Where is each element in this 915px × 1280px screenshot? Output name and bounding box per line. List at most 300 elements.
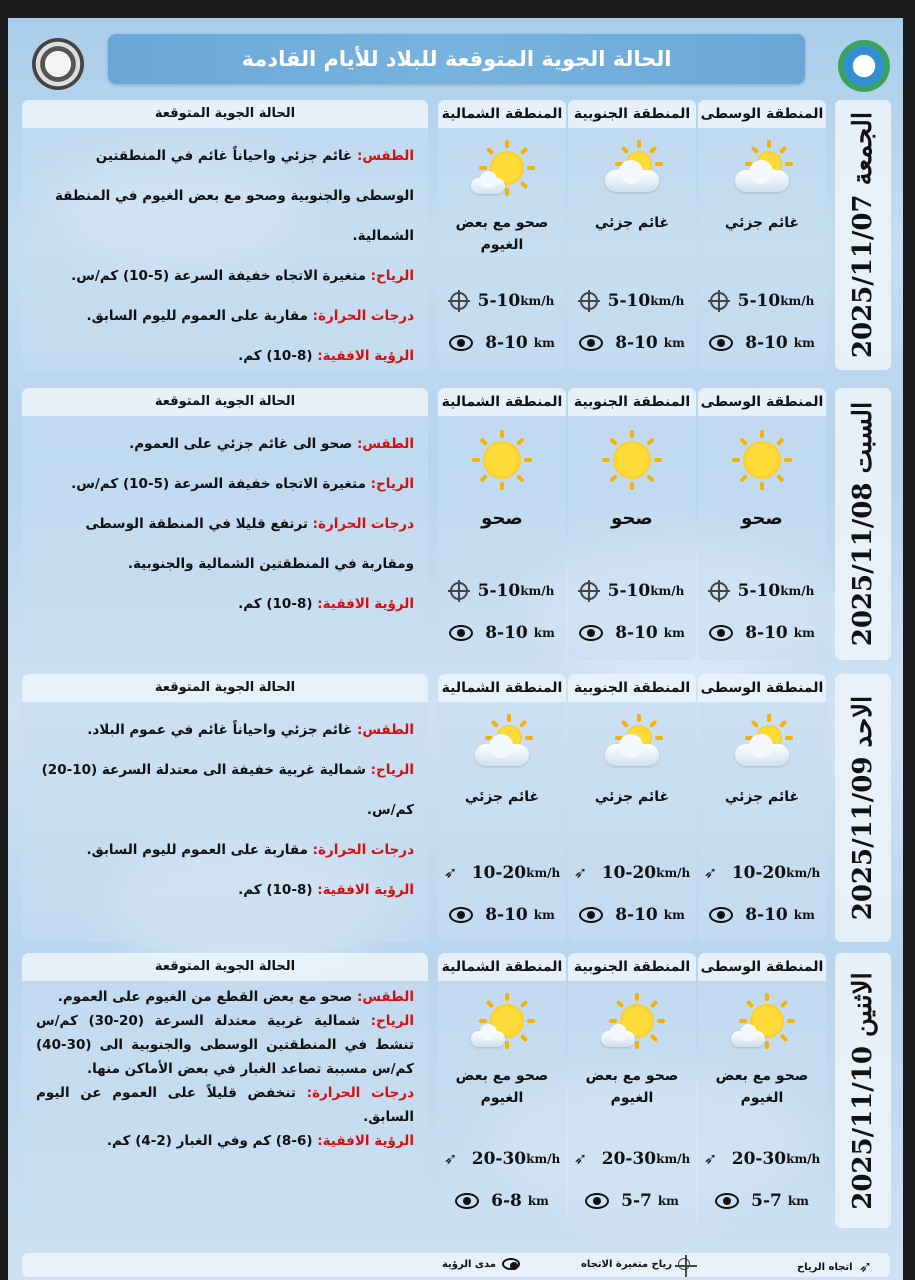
sun-ray <box>479 474 487 482</box>
visibility-line <box>36 336 414 376</box>
description-body <box>36 136 414 376</box>
sun-ray <box>527 1019 535 1023</box>
sun-icon <box>599 430 665 490</box>
wind-value: 20-30 <box>731 1149 787 1169</box>
forecast-page <box>8 18 903 1280</box>
visibility <box>698 902 826 928</box>
wind-unit: km/h <box>656 866 691 880</box>
visibility <box>438 902 566 928</box>
visibility-line <box>36 584 414 624</box>
sun-ray <box>500 482 504 490</box>
visibility-line-label: الرؤية الافقية: <box>317 596 414 612</box>
region-card <box>698 953 826 1228</box>
wind-unit: km/h <box>520 584 555 598</box>
sun-ray <box>621 720 629 728</box>
wind-unit: km/h <box>786 866 821 880</box>
region-card <box>568 100 696 370</box>
sun-ray <box>646 437 654 445</box>
forecast-description <box>22 674 428 942</box>
condition-text: صحو <box>741 508 783 529</box>
visibility-unit: km <box>663 626 685 640</box>
visibility-unit: km <box>787 1194 809 1208</box>
sun-ray <box>479 1019 487 1023</box>
sun-ray <box>637 714 641 722</box>
weather-line <box>36 710 414 750</box>
day-date: السبت 2025/11/08 <box>848 401 878 647</box>
sun-ray <box>609 437 617 445</box>
eye-icon <box>709 335 733 351</box>
visibility-value: 8-10 <box>615 905 658 925</box>
condition-text: غائم جزئي <box>724 789 800 805</box>
condition-text: صحو <box>611 508 653 529</box>
weather-line-text: صحو مع بعض القطع من الغيوم على العموم. <box>57 989 357 1005</box>
wind-unit: km/h <box>526 1152 561 1166</box>
wind-speed <box>438 288 566 314</box>
visibility-value: 8-10 <box>615 333 658 353</box>
wind-speed <box>698 578 826 604</box>
sun-ray <box>524 458 532 462</box>
region-card <box>698 674 826 942</box>
region-name: المنطقة الشمالية <box>438 674 566 702</box>
region-name: المنطقة الجنوبية <box>568 674 696 702</box>
description-header: الحالة الجوية المتوقعة <box>22 100 428 128</box>
sun-ray <box>765 1041 769 1049</box>
sun-ray <box>609 474 617 482</box>
sun-ray <box>654 458 662 462</box>
day-date: الجمعة 2025/11/07 <box>848 111 878 359</box>
eye-icon <box>449 907 473 923</box>
sun-ray <box>732 458 740 462</box>
temperature-line-label: درجات الحرارة: <box>312 516 414 532</box>
visibility-unit: km <box>533 626 555 640</box>
wind-speed <box>568 1146 696 1172</box>
visibility-value: 8-10 <box>485 623 528 643</box>
visibility-line-text: (6-8) كم وفي الغبار (2-4) كم. <box>106 1133 318 1149</box>
eye-icon <box>585 1193 609 1209</box>
visibility <box>698 330 826 356</box>
partly-cloudy-icon <box>599 142 665 202</box>
compass-icon <box>580 582 598 600</box>
region-name: المنطقة الوسطى <box>698 674 826 702</box>
visibility-unit: km <box>793 908 815 922</box>
sun-ray <box>649 720 657 728</box>
wind-line <box>36 750 414 830</box>
description-body <box>36 710 414 910</box>
visibility-value: 8-10 <box>745 905 788 925</box>
partly-cloudy-icon <box>729 142 795 202</box>
visibility-line-label: الرؤية الافقية: <box>317 348 414 364</box>
region-name: المنطقة الجنوبية <box>568 953 696 981</box>
region-name: المنطقة الشمالية <box>438 953 566 981</box>
cloud-puff <box>619 734 643 758</box>
region-name: المنطقة الوسطى <box>698 388 826 416</box>
eye-icon <box>449 625 473 641</box>
region-card <box>568 388 696 660</box>
legend-visibility <box>442 1258 520 1270</box>
sun-ray <box>507 714 511 722</box>
condition-text: غائم جزئي <box>724 215 800 231</box>
compass-icon <box>450 582 468 600</box>
wind-line <box>36 464 414 504</box>
sun-ray <box>635 993 639 1001</box>
sun-ray <box>776 474 784 482</box>
eye-icon <box>455 1193 479 1209</box>
sun-ray <box>657 1019 665 1023</box>
visibility <box>568 620 696 646</box>
visibility-line-label: الرؤية الافقية: <box>317 882 414 898</box>
cloud-puff <box>749 734 773 758</box>
sun-ray <box>505 140 509 148</box>
eye-icon <box>579 335 603 351</box>
sun-icon <box>729 430 795 490</box>
sun-ray <box>765 993 769 1001</box>
temperature-line-text: مقاربة على العموم لليوم السابق. <box>86 308 313 324</box>
sun-ray <box>621 146 629 154</box>
visibility-unit: km <box>657 1194 679 1208</box>
sun-ray <box>516 474 524 482</box>
region-name: المنطقة الجنوبية <box>568 388 696 416</box>
sun-cloud-icon <box>599 995 665 1055</box>
sun-ray <box>776 437 784 445</box>
sun-ray <box>780 1000 788 1008</box>
eye-icon <box>502 1258 520 1270</box>
temperature-line-label: درجات الحرارة: <box>312 842 414 858</box>
wind-line <box>36 256 414 296</box>
region-name: المنطقة الوسطى <box>698 100 826 128</box>
description-body <box>36 424 414 624</box>
wind-unit: km/h <box>650 294 685 308</box>
condition-text: صحو مع بعض الغيوم <box>455 215 549 253</box>
compass-icon <box>710 292 728 310</box>
weather-line-label: الطقس: <box>356 148 414 164</box>
wind-value: 20-30 <box>471 1149 527 1169</box>
sun-ray <box>767 140 771 148</box>
visibility-line <box>36 870 414 910</box>
visibility <box>568 1188 696 1214</box>
sun-ray <box>520 147 528 155</box>
visibility-unit: km <box>533 908 555 922</box>
sun-ray <box>739 1019 747 1023</box>
wind-line-text: متغيرة الاتجاه خفيفة السرعة (5-10) كم/س. <box>71 476 371 492</box>
sun-ray <box>616 1000 624 1008</box>
temperature-line <box>36 296 414 336</box>
wind-line-label: الرياح: <box>370 476 414 492</box>
region-card <box>698 388 826 660</box>
sun-ray <box>516 437 524 445</box>
sun-ray <box>746 1000 754 1008</box>
sun-ray <box>486 1000 494 1008</box>
wind-value: 5-10 <box>737 581 781 601</box>
sun-cloud-icon <box>469 995 535 1055</box>
day-date-tab <box>835 100 891 370</box>
sun-ray <box>780 1034 788 1042</box>
condition-text: صحو مع بعض الغيوم <box>455 1068 549 1106</box>
visibility <box>438 1188 566 1214</box>
partly-cloudy-icon <box>729 716 795 776</box>
sun-ray <box>505 188 509 196</box>
region-card <box>698 100 826 370</box>
wind-line-label: الرياح: <box>370 762 414 778</box>
visibility-line-text: (8-10) كم. <box>238 348 318 364</box>
weather-line-text: غائم جزئي واحياناً غائم في عموم البلاد. <box>87 722 357 738</box>
sun-ray <box>779 146 787 154</box>
sun-ray <box>649 146 657 154</box>
eye-icon <box>449 335 473 351</box>
visibility <box>698 1188 826 1214</box>
wind-arrow-icon: ➶ <box>703 1149 718 1168</box>
sun-ray <box>630 482 634 490</box>
cloud-puff <box>619 160 643 184</box>
visibility <box>438 620 566 646</box>
compass-icon <box>678 1258 690 1270</box>
sun-ray <box>784 458 792 462</box>
sun-ray <box>479 437 487 445</box>
wind-arrow-icon: ➶ <box>573 1149 588 1168</box>
sun-ray <box>520 1000 528 1008</box>
wind-line-text: شمالية غربية خفيفة الى معتدلة السرعة (10-20) كم/س. <box>41 762 414 818</box>
day-date-tab <box>835 953 891 1228</box>
sun-cloud-icon <box>729 995 795 1055</box>
visibility-unit: km <box>663 336 685 350</box>
wind-speed <box>568 288 696 314</box>
sun-ray <box>785 736 793 740</box>
temperature-line-text: ترتفع قليلا في المنطقة الوسطى ومقاربة في المنطقتين الشمالية والجنوبية. <box>85 516 414 572</box>
condition-text: غائم جزئي <box>594 789 670 805</box>
legend <box>22 1253 890 1277</box>
eye-icon <box>579 625 603 641</box>
condition-text: صحو <box>481 508 523 529</box>
visibility-value: 8-10 <box>615 623 658 643</box>
wind-arrow-icon: ➶ <box>443 863 458 882</box>
meteorology-logo <box>32 38 84 90</box>
day-date-tab <box>835 388 891 660</box>
sun-ray <box>760 482 764 490</box>
sun-ray <box>602 458 610 462</box>
wind-line <box>36 1009 414 1081</box>
visibility <box>438 330 566 356</box>
wind-unit: km/h <box>526 866 561 880</box>
eye-icon <box>709 907 733 923</box>
legend-label: رياح متغيرة الاتجاه <box>580 1258 672 1270</box>
temperature-line-label: درجات الحرارة: <box>312 308 414 324</box>
wind-value: 5-10 <box>477 581 521 601</box>
eye-icon <box>715 1193 739 1209</box>
wind-speed <box>698 1146 826 1172</box>
wind-speed <box>438 860 566 886</box>
temperature-line-text: مقاربة على العموم لليوم السابق. <box>86 842 313 858</box>
wind-value: 10-20 <box>731 863 787 883</box>
visibility-value: 8-10 <box>745 623 788 643</box>
legend-wind-direction <box>797 1258 872 1276</box>
wind-speed <box>438 578 566 604</box>
sun-ray <box>655 736 663 740</box>
sun-ray <box>751 146 759 154</box>
weather-line-label: الطقس: <box>356 989 414 1005</box>
description-header: الحالة الجوية المتوقعة <box>22 953 428 981</box>
agency-seal-logo <box>838 40 890 92</box>
temperature-line <box>36 1081 414 1129</box>
temperature-line <box>36 830 414 870</box>
region-name: المنطقة الشمالية <box>438 388 566 416</box>
eye-icon <box>709 625 733 641</box>
sun-ray <box>609 1019 617 1023</box>
region-name: المنطقة الجنوبية <box>568 100 696 128</box>
description-body <box>36 985 414 1153</box>
visibility-line-text: (8-10) كم. <box>238 596 318 612</box>
sun-ray <box>785 162 793 166</box>
day-date: الاحد 2025/11/09 <box>848 695 878 921</box>
wind-arrow-icon: ➶ <box>573 863 588 882</box>
wind-arrow-icon: ➶ <box>443 1149 458 1168</box>
wind-arrow-icon: ➶ <box>858 1257 872 1276</box>
temperature-line-text: تنخفض قليلاً على العموم عن اليوم السابق. <box>36 1085 414 1125</box>
region-card <box>568 953 696 1228</box>
sun-ray <box>779 720 787 728</box>
weather-line <box>36 136 414 256</box>
sun-ray <box>637 140 641 148</box>
wind-line-label: الرياح: <box>370 268 414 284</box>
wind-speed <box>568 578 696 604</box>
sun-ray <box>767 714 771 722</box>
sun-ray <box>751 720 759 728</box>
visibility-line-text: (8-10) كم. <box>238 882 318 898</box>
sun-ray <box>505 1041 509 1049</box>
sun-ray <box>491 720 499 728</box>
weather-line-label: الطقس: <box>356 722 414 738</box>
condition-text: صحو مع بعض الغيوم <box>715 1068 809 1106</box>
visibility-value: 8-10 <box>745 333 788 353</box>
visibility-value: 5-7 <box>751 1191 782 1211</box>
cloud-puff <box>749 160 773 184</box>
visibility-line-label: الرؤية الافقية: <box>317 1133 414 1149</box>
weather-line-text: صحو الى غائم جزئي على العموم. <box>129 436 357 452</box>
wind-unit: km/h <box>780 294 815 308</box>
region-card <box>438 953 566 1228</box>
legend-label: مدى الرؤية <box>441 1258 496 1270</box>
weather-line-label: الطقس: <box>356 436 414 452</box>
sun-shape <box>483 441 521 479</box>
sun-ray <box>505 993 509 1001</box>
day-date: الاثنين 2025/11/10 <box>848 971 878 1210</box>
wind-speed <box>698 860 826 886</box>
visibility-unit: km <box>527 1194 549 1208</box>
wind-value: 5-10 <box>607 291 651 311</box>
wind-unit: km/h <box>786 1152 821 1166</box>
sun-ray <box>500 430 504 438</box>
partly-cloudy-icon <box>599 716 665 776</box>
sun-ray <box>527 166 535 170</box>
forecast-description <box>22 100 428 370</box>
compass-icon <box>450 292 468 310</box>
legend-variable-wind <box>581 1258 690 1270</box>
description-header: الحالة الجوية المتوقعة <box>22 388 428 416</box>
wind-speed <box>568 860 696 886</box>
temperature-line <box>36 504 414 584</box>
forecast-description <box>22 953 428 1228</box>
sun-ray <box>760 430 764 438</box>
wind-arrow-icon: ➶ <box>703 863 718 882</box>
region-name: المنطقة الوسطى <box>698 953 826 981</box>
compass-icon <box>580 292 598 310</box>
sun-shape <box>613 441 651 479</box>
weather-line <box>36 424 414 464</box>
sun-ray <box>739 437 747 445</box>
sun-icon <box>469 430 535 490</box>
wind-line-label: الرياح: <box>370 1013 414 1029</box>
wind-value: 10-20 <box>471 863 527 883</box>
weather-line <box>36 985 414 1009</box>
wind-unit: km/h <box>656 1152 691 1166</box>
partly-cloudy-icon <box>469 716 535 776</box>
region-card <box>568 674 696 942</box>
sun-ray <box>520 181 528 189</box>
wind-line-text: متغيرة الاتجاه خفيفة السرعة (5-10) كم/س. <box>71 268 371 284</box>
region-card <box>438 674 566 942</box>
sun-ray <box>630 430 634 438</box>
wind-speed <box>438 1146 566 1172</box>
weather-line-text: غائم جزئي واحياناً غائم في المنطقتين الوسطى والجنوبية وصحو مع بعض الغيوم في المنطقة الشمالية. <box>54 148 414 244</box>
sun-shape <box>743 441 781 479</box>
visibility-value: 8-10 <box>485 333 528 353</box>
sun-ray <box>472 458 480 462</box>
visibility-unit: km <box>533 336 555 350</box>
sun-ray <box>635 1041 639 1049</box>
wind-value: 5-10 <box>737 291 781 311</box>
forecast-description <box>22 388 428 660</box>
visibility-value: 6-8 <box>491 1191 522 1211</box>
page-title: الحالة الجوية المتوقعة للبلاد للأيام القادمة <box>108 34 805 84</box>
sun-ray <box>787 1019 795 1023</box>
compass-icon <box>710 582 728 600</box>
wind-unit: km/h <box>650 584 685 598</box>
region-card <box>438 388 566 660</box>
day-date-tab <box>835 674 891 942</box>
condition-text: غائم جزئي <box>594 215 670 231</box>
sun-ray <box>479 166 487 170</box>
sun-ray <box>650 1034 658 1042</box>
condition-text: صحو مع بعض الغيوم <box>585 1068 679 1106</box>
condition-text: غائم جزئي <box>464 789 540 805</box>
visibility <box>568 902 696 928</box>
wind-unit: km/h <box>780 584 815 598</box>
visibility <box>698 620 826 646</box>
eye-icon <box>579 907 603 923</box>
visibility-unit: km <box>793 336 815 350</box>
wind-speed <box>698 288 826 314</box>
visibility-value: 8-10 <box>485 905 528 925</box>
description-header: الحالة الجوية المتوقعة <box>22 674 428 702</box>
legend-label: اتجاه الرياح <box>796 1261 853 1273</box>
visibility-value: 5-7 <box>621 1191 652 1211</box>
wind-line-text: شمالية غربية معتدلة السرعة (20-30) كم/س تنشط في المنطقتين الوسطى والجنوبية الى (30-40) كم/س مسببة تصاعد الغبار في بعض الأماكن منها. <box>36 1013 414 1077</box>
visibility-line <box>36 1129 414 1153</box>
wind-unit: km/h <box>520 294 555 308</box>
wind-value: 5-10 <box>607 581 651 601</box>
sun-ray <box>486 147 494 155</box>
region-name: المنطقة الشمالية <box>438 100 566 128</box>
sun-ray <box>525 736 533 740</box>
sun-ray <box>739 474 747 482</box>
sun-ray <box>646 474 654 482</box>
sun-ray <box>519 720 527 728</box>
sun-ray <box>520 1034 528 1042</box>
wind-value: 10-20 <box>601 863 657 883</box>
visibility-unit: km <box>793 626 815 640</box>
region-card <box>438 100 566 370</box>
temperature-line-label: درجات الحرارة: <box>306 1085 415 1101</box>
visibility <box>568 330 696 356</box>
wind-value: 5-10 <box>477 291 521 311</box>
